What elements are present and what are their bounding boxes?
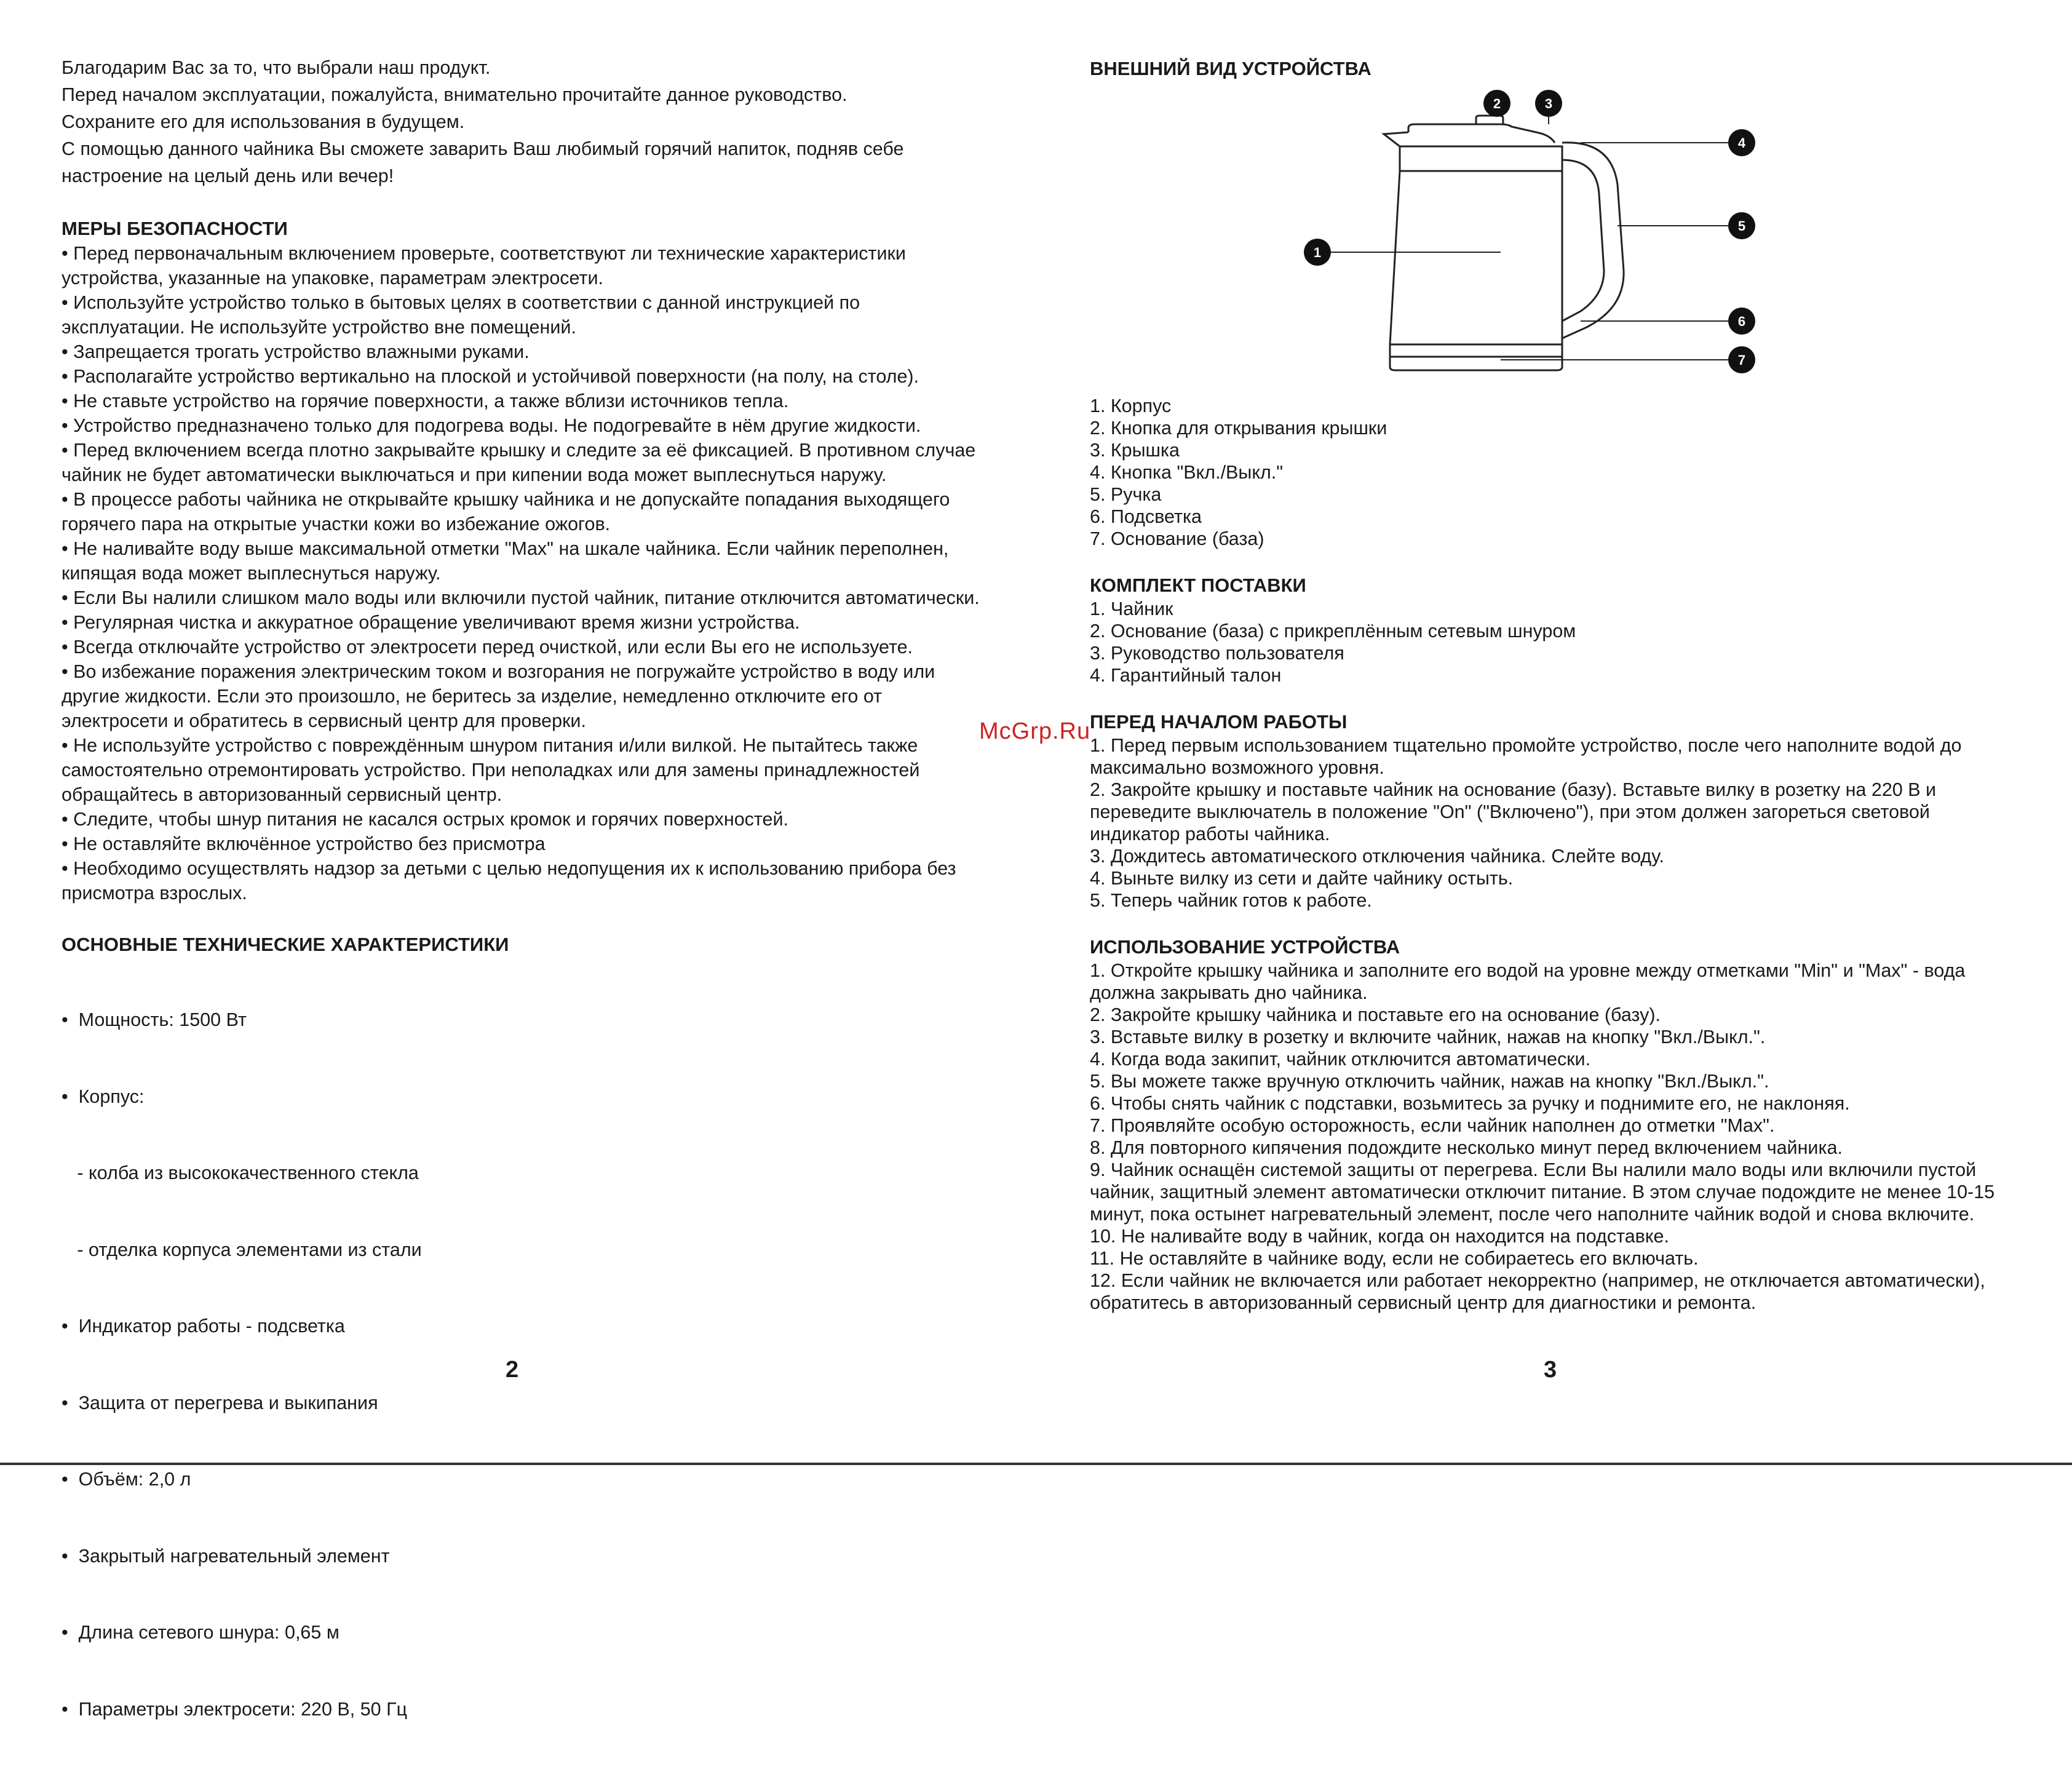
kettle-diagram — [1292, 86, 1759, 387]
callout-2: 2 — [1493, 96, 1501, 111]
list-item: • Не оставляйте включённое устройство без присмотра — [62, 833, 546, 854]
list-item: 11. Не оставляйте в чайнике воду, если не собираетесь его включать. — [1090, 1248, 1699, 1269]
list-item: • Защита от перегрева и выкипания — [62, 1392, 378, 1413]
list-item: 10. Не наливайте воду в чайник, когда он находится на подставке. — [1090, 1226, 1669, 1247]
left-page — [62, 54, 984, 1772]
before-heading: ПЕРЕД НАЧАЛОМ РАБОТЫ — [1090, 711, 1348, 733]
list-item: • Устройство предназначено только для подогрева воды. Не подогревайте в нём другие жидкости. — [62, 415, 921, 436]
list-item: 1. Перед первым использованием тщательно промойте устройство, после чего наполните водой до максимально возможного уровня. — [1090, 735, 1962, 778]
kettle-lid — [1408, 124, 1555, 143]
list-item: 3. Крышка — [1090, 440, 1180, 461]
usage-heading: ИСПОЛЬЗОВАНИЕ УСТРОЙСТВА — [1090, 936, 1400, 958]
page-number-left: 2 — [506, 1357, 519, 1383]
list-item: 4. Когда вода закипит, чайник отключится автоматически. — [1090, 1049, 1591, 1070]
safety-heading: МЕРЫ БЕЗОПАСНОСТИ — [62, 218, 288, 239]
usage-list — [1090, 960, 2025, 1314]
list-item: • Всегда отключайте устройство от электросети перед очисткой, или если Вы его не используете. — [62, 637, 913, 658]
callout-3: 3 — [1544, 96, 1553, 111]
list-item: • Корпус: — [62, 1086, 145, 1107]
list-item: • Располагайте устройство вертикально на плоской и устойчивой поверхности (на полу, на столе). — [62, 366, 919, 387]
list-item: 2. Закройте крышку и поставьте чайник на основание (базу). Вставьте вилку в розетку на 220 В и переведите выключатель в положение "On" ("Включено"), при этом должен загореться световой индикатор работы чайника. — [1090, 779, 1937, 844]
list-item: 3. Руководство пользователя — [1090, 643, 1344, 664]
list-item: • Индикатор работы - подсветка — [62, 1316, 345, 1337]
list-item: 3. Дождитесь автоматического отключения чайника. Слейте воду. — [1090, 846, 1664, 867]
intro-block — [62, 54, 984, 189]
list-item: • Во избежание поражения электрическим током и возгорания не погружайте устройство в воду или другие жидкости. Если это произошло, не беритесь за изделие, немедленно отключите его от электросети и обратитесь в сервисный центр для проверки. — [62, 661, 935, 731]
list-item: 4. Выньте вилку из сети и дайте чайнику остыть. — [1090, 868, 1514, 889]
list-item: 2. Закройте крышку чайника и поставьте его на основание (базу). — [1090, 1004, 1661, 1025]
package-list — [1090, 598, 2025, 686]
page-number-right: 3 — [1544, 1357, 1557, 1383]
intro-line: Сохраните его для использования в будущем. — [62, 111, 465, 132]
list-item: • Регулярная чистка и аккуратное обращение увеличивают время жизни устройства. — [62, 612, 800, 633]
list-item: 1. Чайник — [1090, 598, 1173, 619]
list-item: • Следите, чтобы шнур питания не касался острых кромок и горячих поверхностей. — [62, 809, 789, 830]
list-item: 6. Подсветка — [1090, 506, 1202, 527]
bottom-rule — [0, 1463, 2072, 1465]
list-item: 7. Основание (база) — [1090, 528, 1264, 549]
list-item: 9. Чайник оснащён системой защиты от перегрева. Если Вы налили мало воды или включили пустой чайник, защитный элемент автоматически отключит питание. В этом случае подождите не менее 10-15 минут, пока остынет нагревательный элемент, после чего наполните чайник водой и снова включите. — [1090, 1159, 1995, 1225]
callout-6: 6 — [1737, 314, 1746, 329]
list-item: • Объём: 2,0 л — [62, 1469, 191, 1490]
callout-5: 5 — [1737, 218, 1746, 234]
list-item: • Запрещается трогать устройство влажными руками. — [62, 341, 530, 362]
specs-list — [62, 957, 984, 1772]
list-item: • Перед включением всегда плотно закрывайте крышку и следите за её фиксацией. В противном случае чайник не будет автоматически выключаться и при кипении вода может выплеснуться наружу. — [62, 440, 976, 485]
before-list — [1090, 734, 2025, 912]
list-item: 2. Основание (база) с прикреплённым сетевым шнуром — [1090, 621, 1576, 642]
intro-line: Благодарим Вас за то, что выбрали наш продукт. — [62, 57, 491, 78]
specs-heading: ОСНОВНЫЕ ТЕХНИЧЕСКИЕ ХАРАКТЕРИСТИКИ — [62, 934, 509, 955]
parts-list — [1090, 395, 2025, 550]
list-item: 2. Кнопка для открывания крышки — [1090, 418, 1387, 439]
list-item: - отделка корпуса элементами из стали — [62, 1239, 422, 1260]
intro-line: Перед началом эксплуатации, пожалуйста, внимательно прочитайте данное руководство. — [62, 84, 847, 105]
list-item: • Используйте устройство только в бытовых целях в соответствии с данной инструкцией по эксплуатации. Не используйте устройство вне помещений. — [62, 292, 860, 338]
list-item: • Закрытый нагревательный элемент — [62, 1545, 390, 1567]
kettle-body — [1390, 171, 1562, 344]
list-item: 7. Проявляйте особую осторожность, если чайник наполнен до отметки "Max". — [1090, 1115, 1775, 1136]
list-item: 8. Для повторного кипячения подождите несколько минут перед включением чайника. — [1090, 1137, 1843, 1158]
list-item: - колба из высококачественного стекла — [62, 1162, 419, 1183]
list-item: • Не ставьте устройство на горячие поверхности, а также вблизи источников тепла. — [62, 391, 789, 411]
list-item: • Если Вы налили слишком мало воды или включили пустой чайник, питание отключится автоматически. — [62, 587, 980, 608]
lid-button — [1476, 116, 1503, 124]
list-item: 5. Ручка — [1090, 484, 1162, 505]
list-item: 6. Чтобы снять чайник с подставки, возьмитесь за ручку и поднимите его, не наклоняя. — [1090, 1093, 1850, 1114]
list-item: 1. Откройте крышку чайника и заполните его водой на уровне между отметками "Min" и "Max" - вода должна закрывать дно чайника. — [1090, 960, 1966, 1003]
list-item: 4. Гарантийный талон — [1090, 665, 1282, 686]
list-item: 4. Кнопка "Вкл./Выкл." — [1090, 462, 1284, 483]
kettle-spout — [1384, 132, 1408, 146]
list-item: • Не наливайте воду выше максимальной отметки "Max" на шкале чайника. Если чайник переполнен, кипящая вода может выплеснуться наружу. — [62, 538, 949, 584]
list-item: 5. Теперь чайник готов к работе. — [1090, 890, 1372, 911]
watermark: McGrp.Ru — [979, 718, 1091, 744]
list-item: • Необходимо осуществлять надзор за детьми с целью недопущения их к использованию прибора без присмотра взрослых. — [62, 858, 956, 904]
list-item: • Мощность: 1500 Вт — [62, 1009, 247, 1030]
appearance-heading: ВНЕШНИЙ ВИД УСТРОЙСТВА — [1090, 58, 1371, 79]
list-item: 1. Корпус — [1090, 395, 1172, 416]
upper-band — [1400, 146, 1562, 171]
callout-1: 1 — [1313, 245, 1322, 260]
list-item: • Перед первоначальным включением проверьте, соответствуют ли технические характеристики устройства, указанные на упаковке, параметрам электросети. — [62, 243, 906, 288]
callout-7: 7 — [1737, 352, 1746, 368]
list-item: 12. Если чайник не включается или работает некорректно (например, не отключается автоматически), обратитесь в авторизованный сервисный центр для диагностики и ремонта. — [1090, 1270, 1985, 1313]
package-heading: КОМПЛЕКТ ПОСТАВКИ — [1090, 574, 1306, 596]
list-item: • Длина сетевого шнура: 0,65 м — [62, 1622, 339, 1643]
list-item: 3. Вставьте вилку в розетку и включите чайник, нажав на кнопку "Вкл./Выкл.". — [1090, 1027, 1766, 1047]
intro-line: С помощью данного чайника Вы сможете заварить Ваш любимый горячий напиток, подняв себе настроение на целый день или вечер! — [62, 138, 904, 186]
callout-4: 4 — [1737, 135, 1746, 151]
list-item: • В процессе работы чайника не открывайте крышку чайника и не допускайте попадания выходящего горячего пара на открытые участки кожи во избежание ожогов. — [62, 489, 950, 534]
list-item: 5. Вы можете также вручную отключить чайник, нажав на кнопку "Вкл./Выкл.". — [1090, 1071, 1769, 1092]
safety-list — [62, 241, 984, 905]
list-item: • Параметры электросети: 220 В, 50 Гц — [62, 1698, 408, 1720]
list-item: • Не используйте устройство с повреждённым шнуром питания и/или вилкой. Не пытайтесь также самостоятельно отремонтировать устройство. При неполадках или для замены принадлежностей обращайтесь в авторизованный сервисный центр. — [62, 735, 920, 805]
